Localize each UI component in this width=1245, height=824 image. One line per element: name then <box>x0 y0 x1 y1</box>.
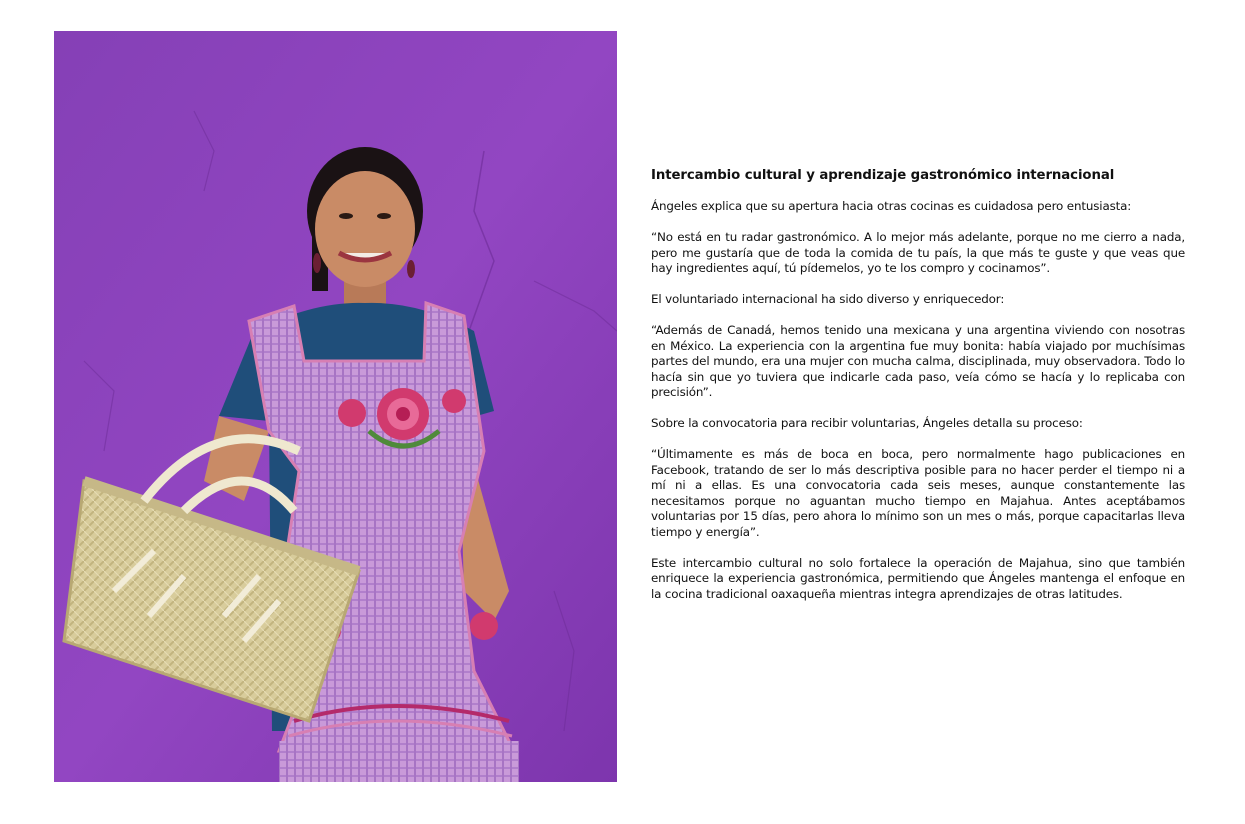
article-paragraph: Este intercambio cultural no solo fortalece la operación de Majahua, sino que también enriquece la experiencia gastronómica, permitiendo que Ángeles mantenga el enfoque en la cocina tradicional oaxaqueña mientras integra aprendizajes de otras latitudes. <box>651 555 1185 601</box>
article-paragraph: “Últimamente es más de boca en boca, pero normalmente hago publicaciones en Facebook, tratando de ser lo más descriptiva posible para no hacer perder el tiempo ni a mí ni a ellas. Es una convocatoria cada seis meses, aunque constantemente las necesitamos porque no aguantan mucho tiempo en Majahua. Antes aceptábamos voluntarias por 15 días, pero ahora lo mínimo son un mes o más, porque capacitarlas lleva tiempo y energía”. <box>651 447 1185 539</box>
article-paragraph: Sobre la convocatoria para recibir voluntarias, Ángeles detalla su proceso: <box>651 416 1083 430</box>
portrait-photo <box>54 31 617 782</box>
woman-with-basket-photo <box>54 31 617 782</box>
article-paragraph: “No está en tu radar gastronómico. A lo mejor más adelante, porque no me cierro a nada, pero me gustaría que de toda la comida de tu país, la que más te guste y que veas que hay ingredientes aquí, tú pídemelos, yo te los compro y cocinamos”. <box>651 230 1185 275</box>
article-paragraph: “Además de Canadá, hemos tenido una mexicana y una argentina viviendo con nosotras en México. La experiencia con la argentina fue muy bonita: había viajado por muchísimas partes del mundo, era una mujer con mucha calma, disciplinada, muy observadora. Todo lo hacía sin que yo tuviera que indicarle cada paso, veía cómo se hacía y lo replicaba con precisión”. <box>651 323 1185 399</box>
article-paragraph: Ángeles explica que su apertura hacia otras cocinas es cuidadosa pero entusiasta: <box>651 199 1132 213</box>
article-title: Intercambio cultural y aprendizaje gastronómico internacional <box>651 168 1115 183</box>
article <box>651 166 1185 618</box>
article-paragraph: El voluntariado internacional ha sido diverso y enriquecedor: <box>651 292 1005 306</box>
